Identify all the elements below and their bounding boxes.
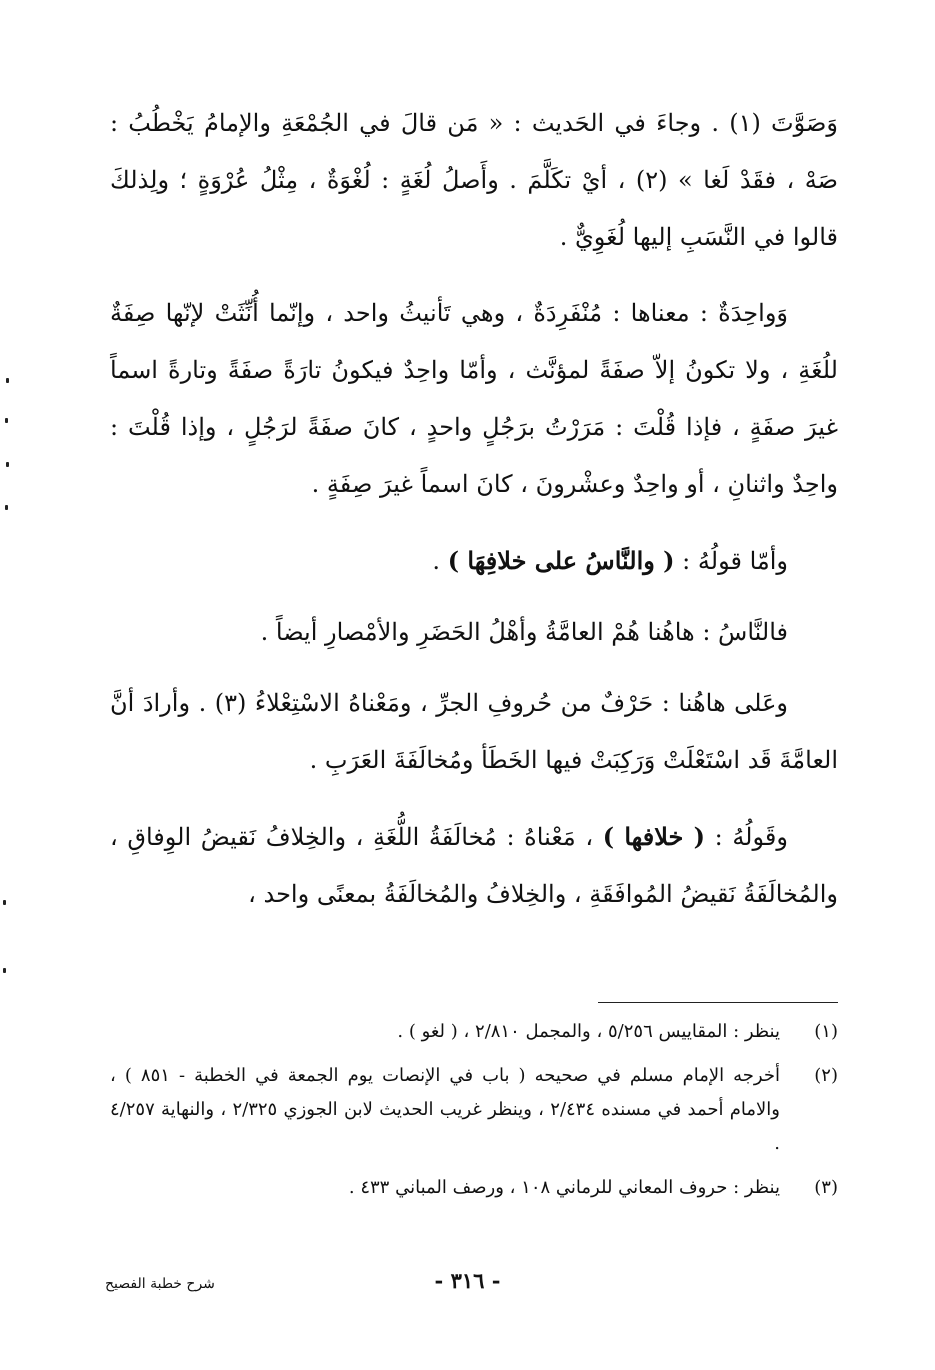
quoted-word: ( خلافها )	[602, 822, 706, 851]
margin-speck	[3, 968, 6, 973]
margin-speck	[6, 378, 9, 383]
margin-speck	[6, 462, 9, 467]
footnote-number: (١)	[814, 1021, 838, 1042]
footnote-separator	[598, 1002, 838, 1003]
paragraph-3-end: .	[432, 547, 441, 575]
margin-speck	[5, 418, 8, 423]
footnote-text: أخرجه الإمام مسلم في صحيحه ( باب في الإنصات يوم الجمعة في الخطبة - ٨٥١ ) ، والامام أحمد في مسنده ٢/٤٣٤ ، وينظر غريب الحديث لابن الجوزي ٢/٣٢٥ ، والنهاية ٤/٢٥٧ .	[110, 1065, 780, 1154]
paragraph-6-text: وقَولُهُ :	[714, 823, 788, 851]
paragraph-4: فالنَّاسُ : هاهُنا هُمْ العامَّةُ وأهْلُ الحَضَرِ والأمْصارِ أيضاً .	[260, 618, 788, 646]
footnote-1	[110, 1015, 838, 1049]
paragraph-2: وَواحِدَةٌ : معناها : مُنْفَرِدَةٌ ، وهي تَأنيثُ واحد ، وإنّما أُنِّثَتْ لإنّها صِفَةٌ للُغَةِ ، ولا تكونُ إلاّ صفَةً لمؤنَّث ، وأمّا واحِدٌ فيكونُ تارَةً صفَةً وتارةً اسماً غيرَ صفَةٍ ، فإذا قُلْتَ : مَرَرْتُ برَجُلٍ واحدٍ ، كانَ صفَةً لرَجُلٍ ، وإذا قُلْتَ : واحِدٌ واثنانِ ، أو واحِدٌ وعشْرونَ ، كانَ اسماً غيرَ صِفَةٍ .	[110, 299, 838, 498]
paragraph-6-rest: ، مَعْناهُ : مُخالَفَةُ اللُّغَةِ ، والخِلافُ نَقيضُ الوِفاقِ ، والمُخالَفَةُ نَقيضُ المُوافَقَةِ ، والخِلافُ والمُخالَفَةُ بمعنًى واحد ،	[110, 823, 838, 908]
quoted-phrase: ( والنَّاسُ على خلافِهَا )	[447, 546, 675, 575]
margin-speck	[3, 900, 6, 905]
footnote-3	[110, 1171, 838, 1205]
footnote-number: (٢)	[814, 1065, 838, 1086]
footnote-number: (٣)	[814, 1177, 838, 1198]
footnotes	[110, 1015, 838, 1215]
paragraph-5: وعَلى هاهُنا : حَرْفٌ من حُروفِ الجرِّ ، ومَعْناهُ الاسْتِعْلاءُ (٣) . وأرادَ أنَّ العامَّةَ قَد اسْتَعْلَتْ وَرَكِبَتْ فيها الخَطَأ ومُخالَفَةَ العَرَبِ .	[110, 689, 838, 774]
footnote-text: ينظر : حروف المعاني للرماني ١٠٨ ، ورصف المباني ٤٣٣ .	[348, 1177, 780, 1198]
footnote-text: ينظر : المقاييس ٥/٢٥٦ ، والمجمل ٢/٨١٠ ، ( لغو ) .	[397, 1021, 780, 1042]
footnote-2	[110, 1059, 838, 1161]
paragraph-3-text: وأمّا قولُهُ :	[682, 547, 788, 575]
running-title: شرح خطبة الفصيح	[105, 1276, 215, 1292]
main-text	[110, 95, 838, 942]
paragraph-3	[110, 532, 838, 590]
paragraph-6	[110, 808, 838, 923]
paragraph-1: وَصَوَّتَ (١) . وجاءَ في الحَديث : « مَن قالَ في الجُمْعَةِ والإمامُ يَخْطُبُ : صَهْ ، فقَدْ لَغا » (٢) ، أيْ تكَلَّمَ . وأَصلُ لُغَةٍ : لُغْوَةٌ ، مِثْلُ عُرْوَةٍ ؛ ولِذلكَ قالوا في النَّسَبِ إليها لُغَوِيٌّ .	[110, 109, 838, 251]
page-number: - ٣١٦ -	[434, 1268, 501, 1293]
margin-speck	[5, 505, 8, 510]
